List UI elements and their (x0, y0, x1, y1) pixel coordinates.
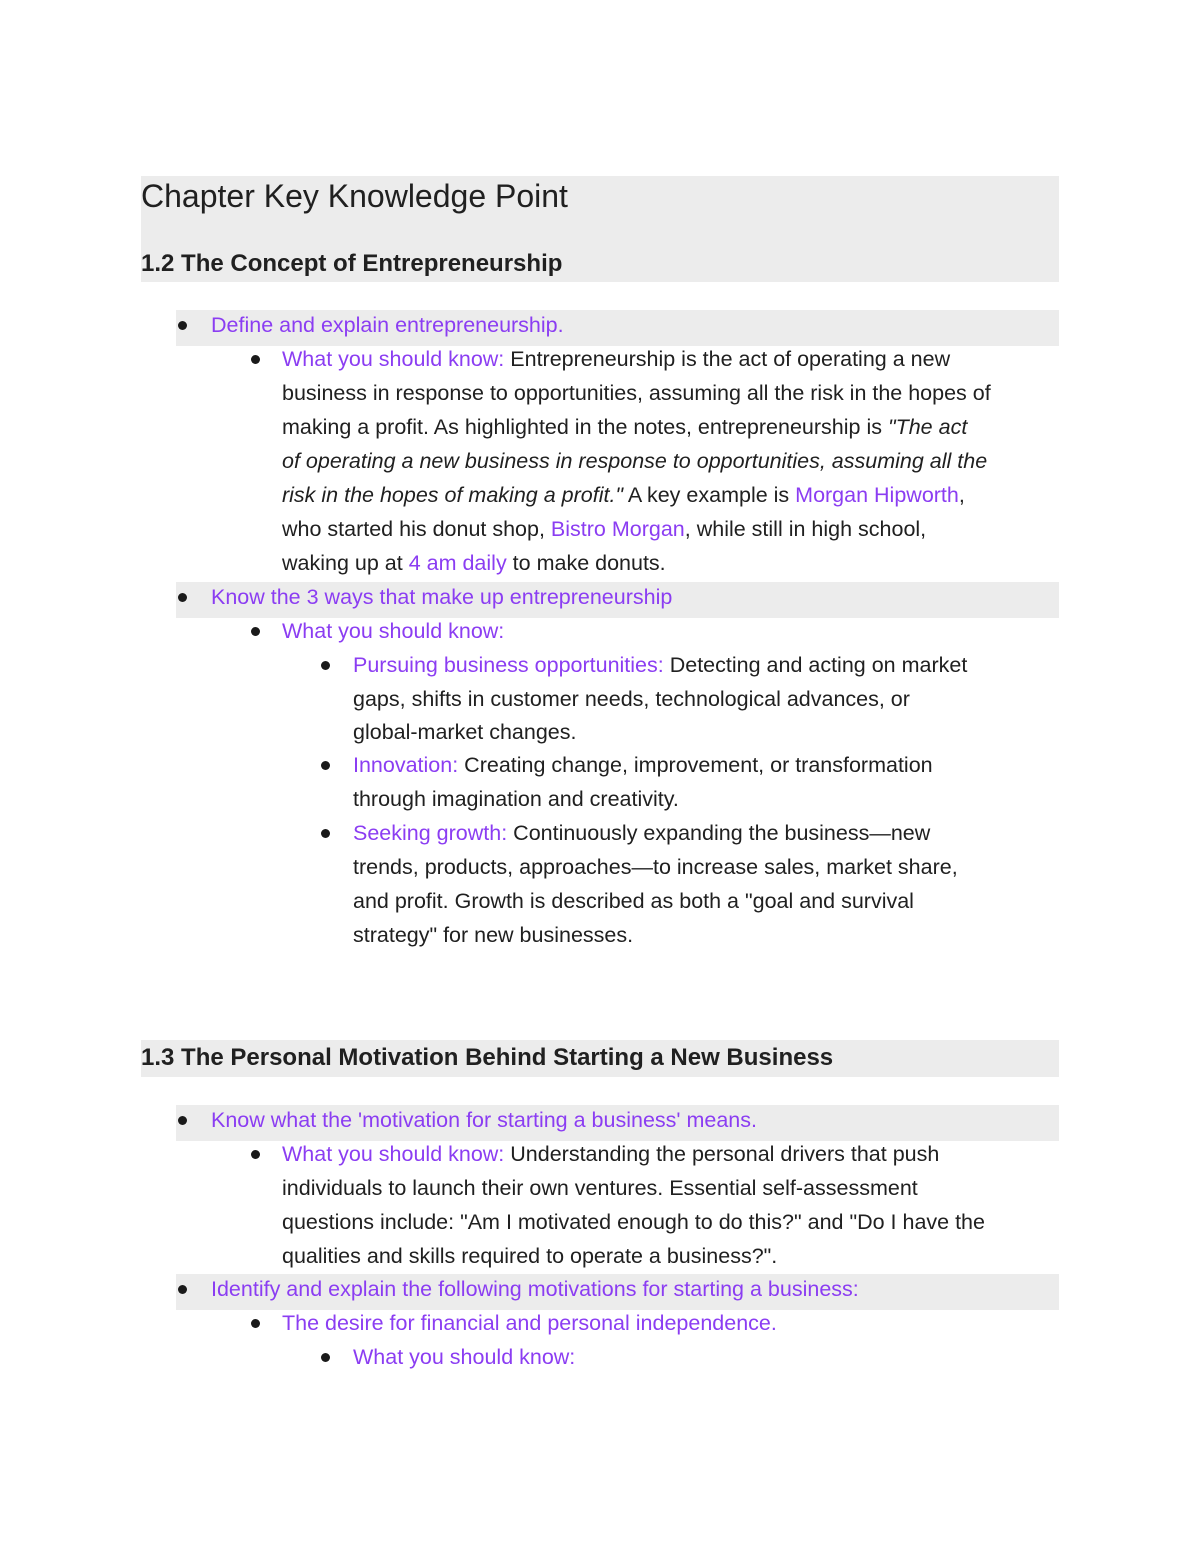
paragraph-line (282, 1137, 939, 1171)
text-span: Understanding the personal drivers that push (504, 1142, 940, 1166)
know-label: What you should know: (282, 1142, 505, 1166)
text-span: , (958, 483, 965, 507)
text-span: who started his donut shop, (282, 517, 551, 541)
term-label: Innovation: (353, 753, 459, 777)
objective-identify-motivations: Identify and explain the following motivations for starting a business: (211, 1277, 859, 1301)
page-title: Chapter Key Knowledge Point (141, 178, 568, 214)
bullet-icon (251, 1150, 260, 1159)
paragraph-line: gaps, shifts in customer needs, technological advances, or (353, 687, 910, 711)
text-span: waking up at (282, 551, 409, 575)
highlighted-name: Bistro Morgan (550, 517, 685, 541)
bullet-icon (178, 1116, 187, 1125)
paragraph-line: qualities and skills required to operate a business?". (282, 1244, 778, 1268)
know-label: What you should know: (282, 619, 505, 643)
objective-motivation-meaning: Know what the 'motivation for starting a business' means. (211, 1108, 757, 1132)
know-label: What you should know: (282, 347, 505, 371)
quote-text: "The act (887, 415, 968, 439)
paragraph-line (353, 816, 930, 850)
paragraph-line: global-market changes. (353, 720, 577, 744)
paragraph-line (282, 410, 967, 444)
quote-text: of operating a new business in response to opportunities, assuming all the (282, 449, 988, 473)
bullet-icon (321, 829, 330, 838)
text-span: to make donuts. (506, 551, 666, 575)
paragraph-line: individuals to launch their own ventures. Essential self-assessment (282, 1176, 918, 1200)
paragraph-line (282, 478, 965, 512)
term-label: Pursuing business opportunities: (353, 653, 664, 677)
bullet-icon (321, 761, 330, 770)
objective-three-ways: Know the 3 ways that make up entrepreneurship (211, 585, 673, 609)
text-span: Creating change, improvement, or transformation (458, 753, 933, 777)
term-label: Seeking growth: (353, 821, 508, 845)
bullet-icon (321, 1353, 330, 1362)
bullet-icon (251, 627, 260, 636)
paragraph-line (282, 546, 666, 580)
bullet-icon (321, 661, 330, 670)
bullet-icon (178, 321, 187, 330)
paragraph-line (353, 748, 933, 782)
section-heading-1-3: 1.3 The Personal Motivation Behind Starting a New Business (141, 1044, 834, 1071)
paragraph-line: questions include: "Am I motivated enough to do this?" and "Do I have the (282, 1210, 985, 1234)
paragraph-line: trends, products, approaches—to increase sales, market share, (353, 855, 958, 879)
paragraph-line: strategy" for new businesses. (353, 923, 634, 947)
text-span: A key example is (623, 483, 796, 507)
paragraph-line (353, 648, 967, 682)
motivation-independence: The desire for financial and personal independence. (282, 1311, 777, 1335)
objective-define-entrepreneurship: Define and explain entrepreneurship. (211, 313, 564, 337)
highlighted-text: 4 am daily (408, 551, 507, 575)
paragraph-line: business in response to opportunities, assuming all the risk in the hopes of (282, 381, 991, 405)
bullet-icon (178, 1285, 187, 1294)
text-span: Continuously expanding the business—new (507, 821, 931, 845)
bullet-icon (251, 355, 260, 364)
text-span: making a profit. As highlighted in the notes, entrepreneurship is (282, 415, 888, 439)
paragraph-line: and profit. Growth is described as both a "goal and survival (353, 889, 914, 913)
paragraph-line (282, 342, 950, 376)
text-span: , while still in high school, (684, 517, 927, 541)
section-heading-1-2: 1.2 The Concept of Entrepreneurship (141, 250, 563, 277)
paragraph-line: through imagination and creativity. (353, 787, 679, 811)
quote-text: risk in the hopes of making a profit." (282, 483, 624, 507)
paragraph-line (282, 512, 926, 546)
text-span: Entrepreneurship is the act of operating a new (504, 347, 951, 371)
text-span: Detecting and acting on market (663, 653, 968, 677)
bullet-icon (178, 593, 187, 602)
paragraph-line (282, 444, 987, 478)
bullet-icon (251, 1319, 260, 1328)
know-label: What you should know: (353, 1345, 576, 1369)
highlighted-name: Morgan Hipworth (795, 483, 959, 507)
